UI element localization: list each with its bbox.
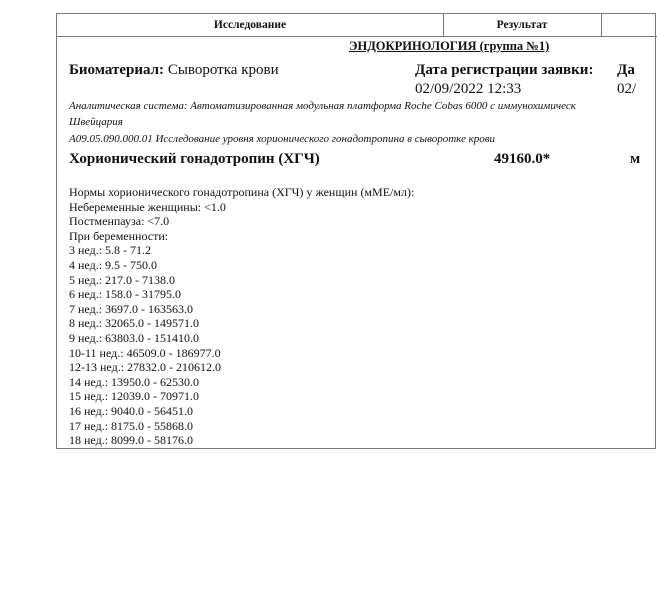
- norms-line: 8 нед.: 32065.0 - 149571.0: [69, 316, 200, 331]
- norms-line: Постменпауза: <7.0: [69, 214, 170, 229]
- registration-date: 02/09/2022 12:33: [415, 81, 522, 97]
- norms-line: 15 нед.: 12039.0 - 70971.0: [69, 389, 200, 404]
- norms-title: Нормы хорионического гонадотропина (ХГЧ) у женщин (мМЕ/мл):: [69, 185, 415, 199]
- norms-line: 10-11 нед.: 46509.0 - 186977.0: [69, 345, 221, 360]
- analytic-system-line1: Аналитическая система: Автоматизированная модульная платформа Roche Cobas 6000 с иммунохимическ: [69, 100, 576, 112]
- norms-line: 5 нед.: 217.0 - 7138.0: [69, 272, 176, 287]
- norms-line: 17 нед.: 8175.0 - 55868.0: [69, 418, 194, 433]
- registration-label: Дата регистрации заявки:: [415, 62, 594, 78]
- biomaterial-label: Биоматериал:: [69, 62, 165, 78]
- norms-line: 16 нед.: 9040.0 - 56451.0: [69, 403, 194, 418]
- registration-date-cut: 02/: [617, 81, 637, 97]
- section-title: ЭНДОКРИНОЛОГИЯ (группа №1): [349, 39, 550, 53]
- norms-line: Небеременные женщины: <1.0: [69, 199, 226, 214]
- test-name: Хорионический гонадотропин (ХГЧ): [69, 151, 320, 167]
- norms-line: 4 нед.: 9.5 - 750.0: [69, 257, 158, 272]
- header-study: Исследование: [57, 14, 444, 36]
- norms-line: 6 нед.: 158.0 - 31795.0: [69, 287, 182, 302]
- header-result: Результат: [443, 14, 602, 36]
- biomaterial: [69, 62, 279, 79]
- norms-line: 18 нед.: 8099.0 - 58176.0: [69, 433, 194, 448]
- test-unit: м: [630, 151, 641, 167]
- test-value: 49160.0*: [494, 151, 551, 167]
- analytic-system-line2: Швейцария: [69, 116, 123, 128]
- table-header: [57, 14, 657, 37]
- header-extra: [601, 14, 657, 36]
- norms-line: При беременности:: [69, 228, 169, 243]
- norms-line: 7 нед.: 3697.0 - 163563.0: [69, 301, 194, 316]
- norms-list: [69, 185, 414, 448]
- registration-label-cut: Да: [617, 62, 635, 78]
- norms-line: 9 нед.: 63803.0 - 151410.0: [69, 330, 200, 345]
- study-code: A09.05.090.000.01 Исследование уровня хорионического гонадотропина в сыворотке крови: [69, 133, 496, 145]
- norms-line: 12-13 нед.: 27832.0 - 210612.0: [69, 360, 222, 375]
- lab-report-frame: [56, 13, 656, 449]
- norms-line: 3 нед.: 5.8 - 71.2: [69, 243, 152, 258]
- norms-line: 14 нед.: 13950.0 - 62530.0: [69, 374, 200, 389]
- biomaterial-value: Сыворотка крови: [167, 62, 279, 78]
